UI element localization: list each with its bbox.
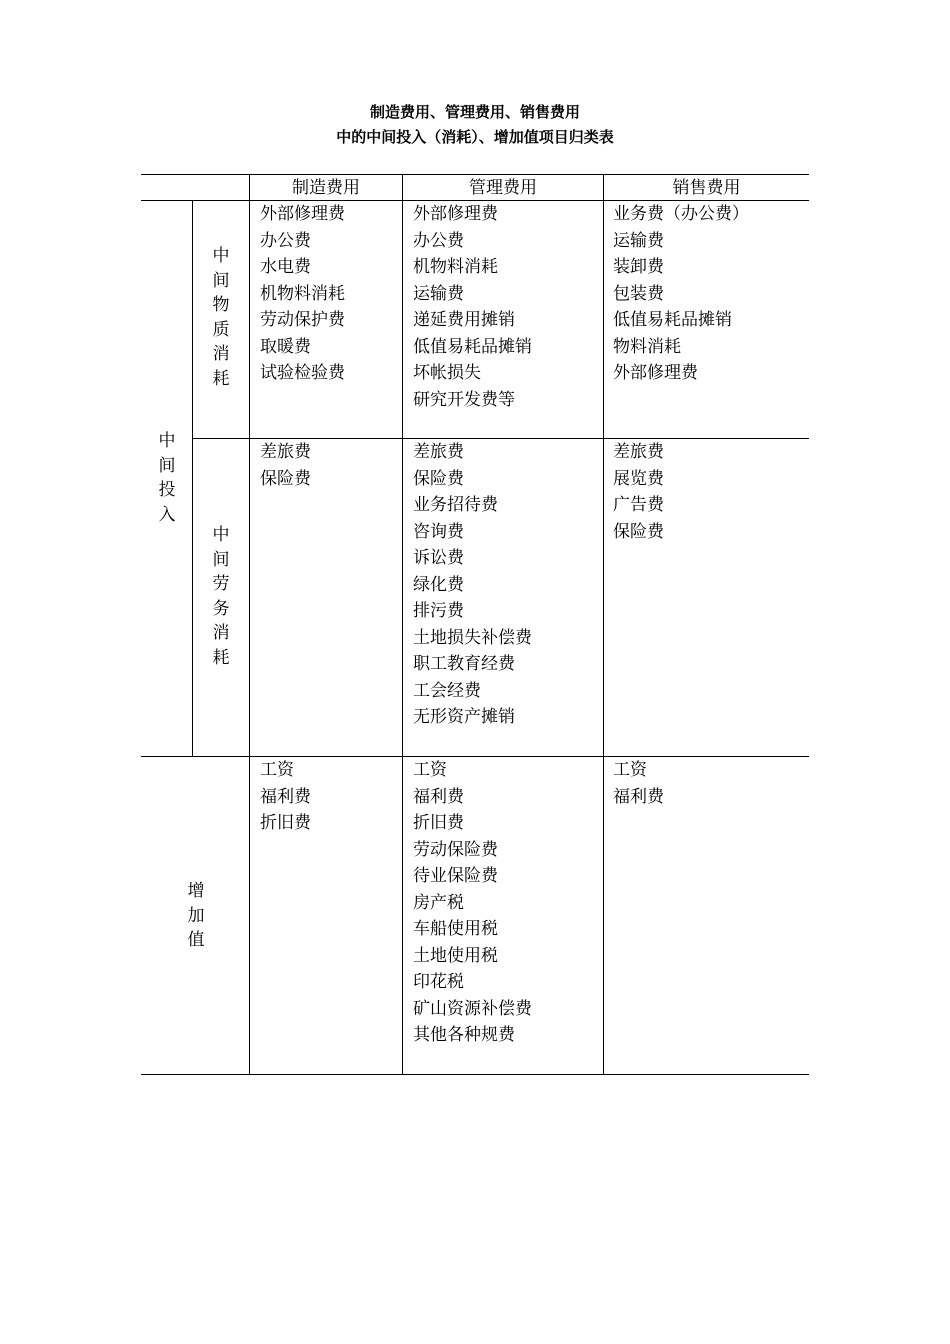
list-item: 保险费 <box>413 468 464 489</box>
cell-valueadded-manufacturing <box>260 757 311 837</box>
column-header-sales: 销售费用 <box>672 178 741 198</box>
manufacturing-management-divider <box>402 174 403 1074</box>
list-item: 差旅费 <box>613 442 664 462</box>
list-item: 保险费 <box>613 521 664 542</box>
cell-material-sales <box>613 201 749 387</box>
list-item: 福利费 <box>260 786 311 807</box>
cell-material-management <box>413 201 532 413</box>
list-item: 研究开发费等 <box>413 389 515 410</box>
list-item: 包装费 <box>613 283 664 304</box>
list-item: 低值易耗品摊销 <box>613 310 732 330</box>
list-item: 待业保险费 <box>413 866 498 886</box>
list-item: 物料消耗 <box>613 336 681 357</box>
list-item: 差旅费 <box>260 442 311 462</box>
input-group-divider <box>192 200 193 756</box>
list-item: 递延费用摊销 <box>413 310 515 330</box>
list-item: 福利费 <box>413 786 464 807</box>
list-item: 房产税 <box>413 892 464 913</box>
list-item: 装卸费 <box>613 257 664 277</box>
list-item: 印花税 <box>413 972 464 992</box>
column-header-manufacturing: 制造费用 <box>292 178 360 198</box>
list-item: 运输费 <box>613 230 664 251</box>
list-item: 保险费 <box>260 468 311 489</box>
cell-valueadded-management <box>413 757 532 1049</box>
list-item: 机物料消耗 <box>260 283 345 304</box>
table-title-line2: 中的中间投入（消耗）、增加值项目归类表 <box>336 128 614 146</box>
list-item: 办公费 <box>260 230 311 251</box>
list-item: 无形资产摊销 <box>413 707 515 727</box>
cell-valueadded-sales <box>613 757 664 810</box>
list-item: 机物料消耗 <box>413 257 498 277</box>
cell-labor-sales <box>613 439 664 545</box>
row-label-material-consumption: 中间物质消耗 <box>212 246 230 389</box>
list-item: 差旅费 <box>413 442 464 462</box>
list-item: 外部修理费 <box>413 204 498 224</box>
list-item: 绿化费 <box>413 574 464 595</box>
list-item: 土地损失补偿费 <box>413 627 532 648</box>
list-item: 办公费 <box>413 230 464 251</box>
list-item: 排污费 <box>413 601 464 621</box>
cell-labor-manufacturing <box>260 439 311 492</box>
list-item: 福利费 <box>613 786 664 807</box>
row-label-value-added: 增加值 <box>187 881 205 950</box>
table-bottom-border <box>141 1074 809 1075</box>
list-item: 运输费 <box>413 283 464 304</box>
list-item: 矿山资源补偿费 <box>413 998 532 1019</box>
list-item: 咨询费 <box>413 521 464 542</box>
list-item: 外部修理费 <box>613 363 698 383</box>
list-item: 取暖费 <box>260 336 311 357</box>
list-item: 工资 <box>613 760 647 780</box>
table-top-border <box>141 174 809 175</box>
list-item: 其他各种规费 <box>413 1025 515 1045</box>
list-item: 劳动保险费 <box>413 839 498 860</box>
list-item: 坏帐损失 <box>413 363 481 383</box>
list-item: 诉讼费 <box>413 548 464 568</box>
list-item: 工资 <box>413 760 447 780</box>
list-item: 试验检验费 <box>260 363 345 383</box>
label-column-divider <box>249 174 250 1074</box>
list-item: 业务费（办公费） <box>613 204 749 224</box>
list-item: 折旧费 <box>413 813 464 833</box>
list-item: 工会经费 <box>413 680 481 701</box>
row-label-intermediate-input: 中间投入 <box>158 431 176 525</box>
table-title-line1: 制造费用、管理费用、销售费用 <box>369 103 580 121</box>
list-item: 水电费 <box>260 257 311 277</box>
list-item: 折旧费 <box>260 813 311 833</box>
cell-material-manufacturing <box>260 201 345 387</box>
cell-labor-management <box>413 439 532 731</box>
list-item: 职工教育经费 <box>413 654 515 674</box>
list-item: 广告费 <box>613 495 664 515</box>
list-item: 车船使用税 <box>413 919 498 939</box>
column-header-management: 管理费用 <box>469 178 537 198</box>
list-item: 劳动保护费 <box>260 310 345 330</box>
list-item: 土地使用税 <box>413 945 498 966</box>
list-item: 展览费 <box>613 468 664 489</box>
management-sales-divider <box>603 174 604 1074</box>
list-item: 业务招待费 <box>413 495 498 515</box>
list-item: 低值易耗品摊销 <box>413 336 532 357</box>
list-item: 工资 <box>260 760 294 780</box>
row-label-labor-consumption: 中间劳务消耗 <box>212 525 230 668</box>
list-item: 外部修理费 <box>260 204 345 224</box>
